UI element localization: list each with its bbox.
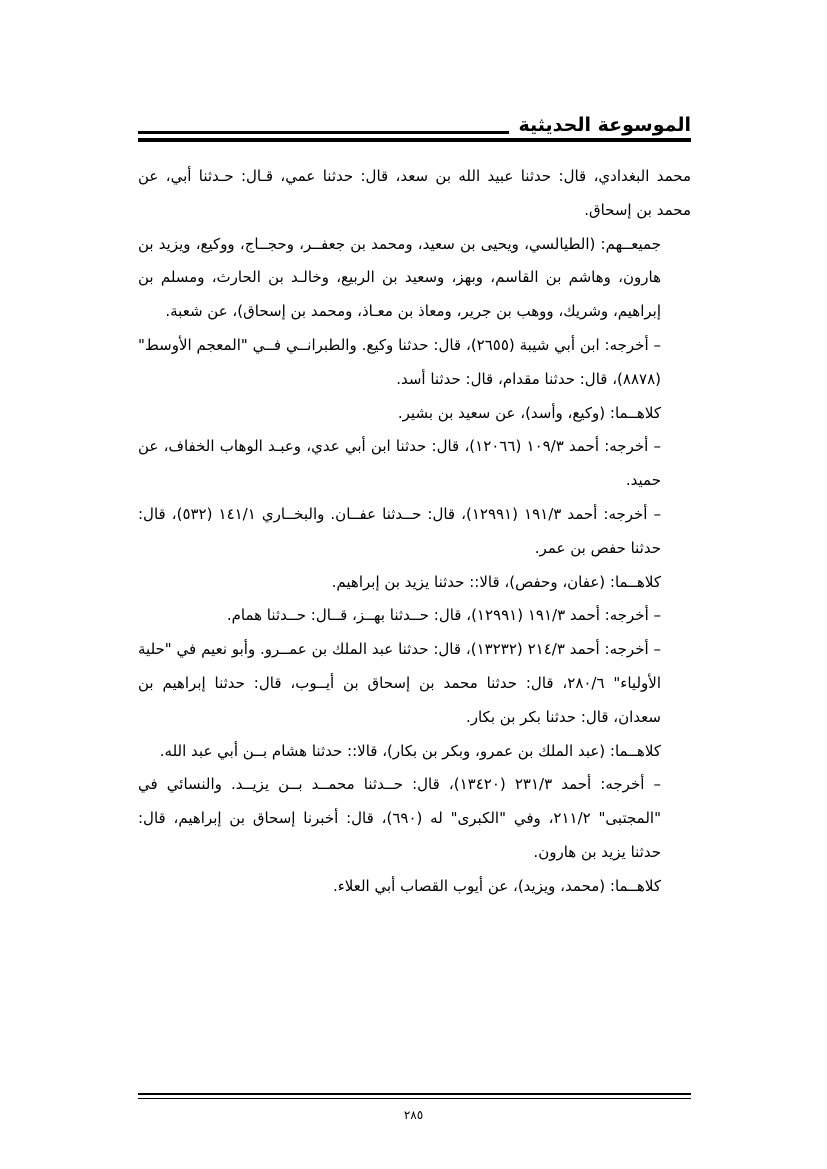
paragraph: محمد البغدادي، قال: حدثنا عبيد الله بن سعد، قال: حدثنا عمي، قـال: حـدثنا أبي، عن محمد بن إسحاق.	[138, 167, 691, 219]
paragraph: كلاهــما: (وكيع، وأسد)، عن سعيد بن بشير.	[397, 403, 661, 422]
header-rule-thick	[138, 138, 691, 142]
body-text	[138, 160, 691, 904]
running-header	[138, 111, 691, 143]
paragraph: جميعــهم: (الطيالسي، ويحيى بن سعيد، ومحمد بن جعفــر، وحجــاج، ووكيع، ويزيد بن هارون، وهاشم بن القاسم، وبهز، وسعيد بن الربيع، وخالـد بن الحارث، ومسلم بن إبراهيم، وشريك، ووهب بن جرير، ومعاذ بن معـاذ، ومحمد بن إسحاق)، عن شعبة.	[138, 234, 661, 321]
footer-rule-thin	[138, 1098, 691, 1099]
paragraph: – أخرجه: أحمد ١٩١/٣ (١٢٩٩١)، قال: حــدثنا بهــز، قــال: حــدثنا همام.	[226, 606, 661, 625]
footer-rule-thick	[138, 1093, 691, 1095]
header-title: الموسوعة الحديثية	[518, 114, 691, 136]
header-rule-long	[138, 131, 508, 134]
paragraph: – أخرجه: ابن أبي شيبة (٢٦٥٥)، قال: حدثنا وكيع. والطبرانــي فــي "المعجم الأوسط" (٨٨٧٨)، قال: حدثنا مقدام، قال: حدثنا أسد.	[138, 335, 661, 388]
paragraph: كلاهــما: (عفان، وحفص)، قالا:: حدثنا يزيد بن إبراهيم.	[331, 572, 661, 591]
paragraph: – أخرجه: أحمد ٢١٤/٣ (١٣٢٣٢)، قال: حدثنا عبد الملك بن عمــرو. وأبو نعيم في "حلية الأولياء" ٢٨٠/٦، قال: حدثنا محمد بن إسحاق بن أيــوب، قال: حدثنا إبراهيم بن سعدان، قال: حدثنا بكر بن بكار.	[138, 640, 661, 726]
paragraph: – أخرجه: أحمد ٢٣١/٣ (١٣٤٢٠)، قال: حــدثنا محمــد بــن يزيــد. والنسائي في "المجتبى" ٢١١/٢، وفي "الكبرى" له (٦٩٠)، قال: أخبرنا إسحاق بن إبراهيم، قال: حدثنا يزيد بن هارون.	[138, 775, 661, 861]
page-number: ٢٨٥	[403, 1108, 424, 1122]
paragraph: – أخرجه: أحمد ١٠٩/٣ (١٢٠٦٦)، قال: حدثنا ابن أبي عدي، وعبـد الوهاب الخفاف، عن حميد.	[138, 437, 662, 490]
paragraph: كلاهــما: (عبد الملك بن عمرو، وبكر بن بكار)، قالا:: حدثنا هشام بــن أبي عبد الله.	[159, 741, 661, 760]
paragraph: – أخرجه: أحمد ١٩١/٣ (١٢٩٩١)، قال: حــدثنا عفــان. والبخــاري ١٤١/١ (٥٣٢)، قال: حدثنا حفص بن عمر.	[138, 504, 662, 557]
paragraph: كلاهــما: (محمد، ويزيد)، عن أيوب القصاب أبي العلاء.	[332, 876, 661, 895]
